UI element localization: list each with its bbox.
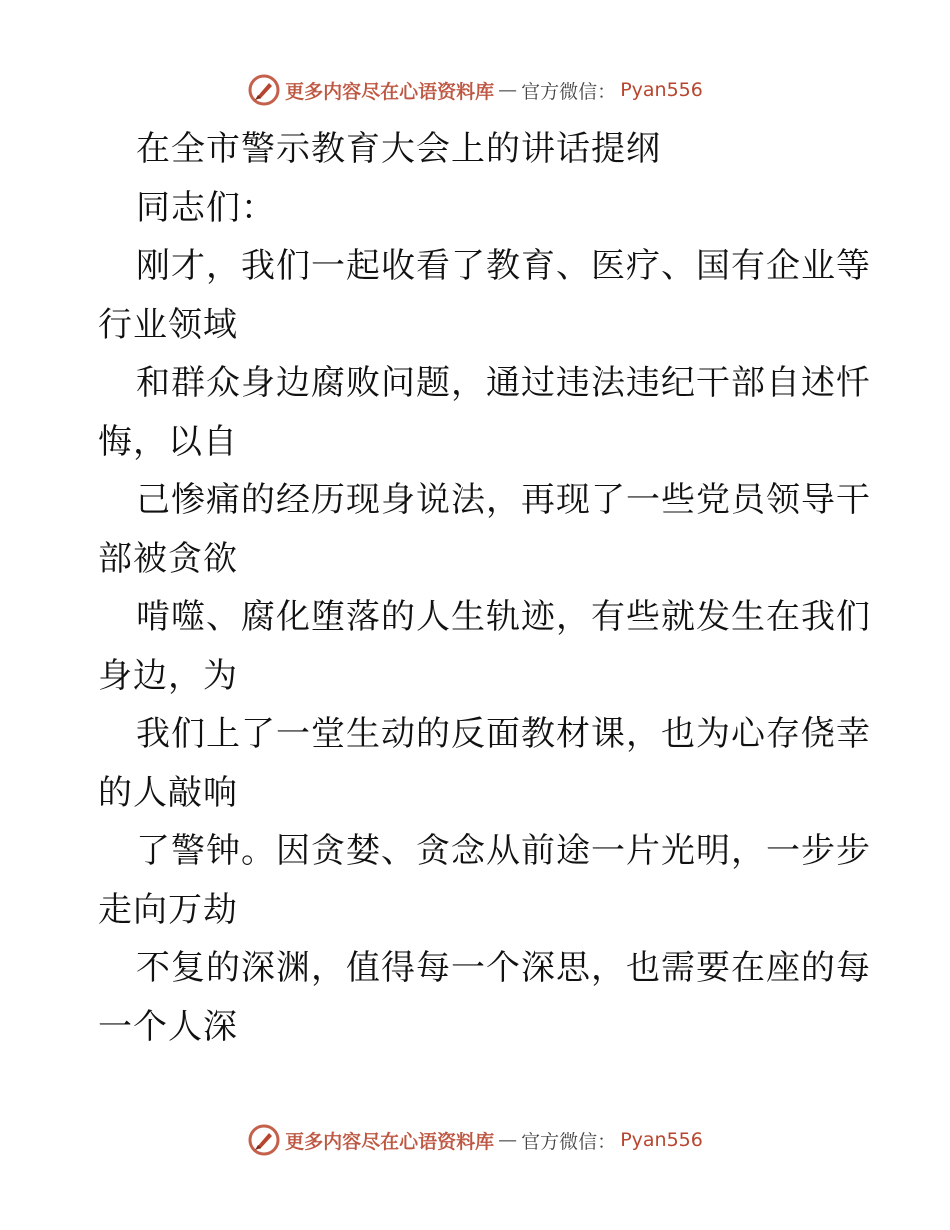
document-body (98, 120, 871, 1056)
paragraph-line: 一个人深 (98, 1006, 238, 1047)
paragraph-line: 不复的深渊，值得每一个深思，也需要在座的每 (136, 948, 871, 988)
paragraph-line: 部被贪欲 (98, 538, 238, 579)
banner-dash: — (498, 79, 518, 101)
footer-banner (0, 1120, 950, 1160)
banner-dash: — (498, 1129, 518, 1151)
pen-nib-icon (247, 1123, 281, 1157)
banner-wechat-label: 官方微信： (521, 1130, 617, 1153)
paragraph-line: 啃噬、腐化堕落的人生轨迹，有些就发生在我们 (136, 597, 871, 637)
pen-nib-icon (247, 73, 281, 107)
paragraph-line: 走向万劫 (98, 889, 238, 930)
paragraph-line: 了警钟。因贪婪、贪念从前途一片光明，一步步 (136, 831, 871, 871)
paragraph-line: 的人敲响 (98, 772, 238, 813)
paragraph-line: 刚才，我们一起收看了教育、医疗、国有企业等 (136, 246, 871, 286)
banner-wechat-label: 官方微信： (521, 80, 617, 103)
banner-title: 更多内容尽在心语资料库 (285, 80, 495, 103)
banner-wechat-id: Pyan556 (620, 79, 703, 101)
paragraph-line: 和群众身边腐败问题，通过违法违纪干部自述忏 (136, 363, 871, 403)
banner-title: 更多内容尽在心语资料库 (285, 1130, 495, 1153)
paragraph-line: 行业领域 (98, 304, 238, 345)
paragraph-line: 悔，以自 (98, 421, 238, 462)
paragraph-line: 我们上了一堂生动的反面教材课，也为心存侥幸 (136, 714, 871, 754)
header-banner (0, 70, 950, 110)
paragraph-line: 己惨痛的经历现身说法，再现了一些党员领导干 (136, 480, 871, 520)
salutation: 同志们： (136, 187, 276, 228)
paragraph-line: 身边，为 (98, 655, 238, 696)
document-title: 在全市警示教育大会上的讲话提纲 (136, 129, 661, 169)
banner-wechat-id: Pyan556 (620, 1129, 703, 1151)
